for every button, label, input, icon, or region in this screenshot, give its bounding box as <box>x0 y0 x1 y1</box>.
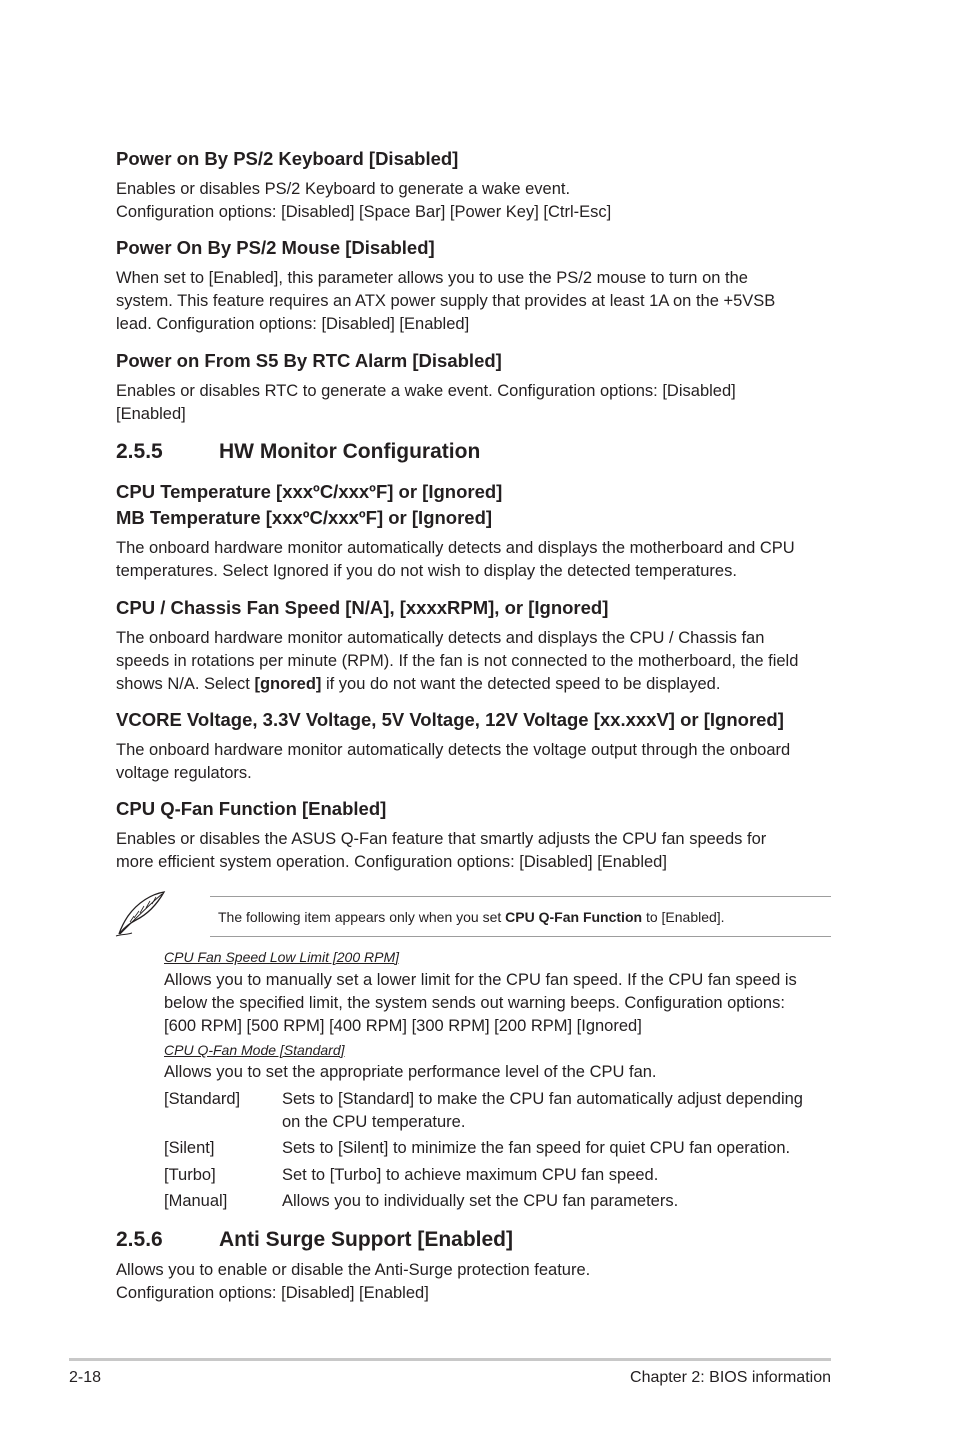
note-text <box>218 907 725 927</box>
vcore-line-1: The onboard hardware monitor automatically detects the voltage output through the onboard <box>116 741 791 759</box>
section-heading-cpu-temp: CPU Temperature [xxxºC/xxxºF] or [Ignored] <box>116 481 503 502</box>
option-desc-standard-line-1: Sets to [Standard] to make the CPU fan automatically adjust depending <box>282 1090 803 1108</box>
qfan-line-1: Enables or disables the ASUS Q-Fan feature that smartly adjusts the CPU fan speeds for <box>116 830 767 848</box>
kbd-line-1: Enables or disables PS/2 Keyboard to generate a wake event. <box>116 180 571 198</box>
anti-surge-line-1: Allows you to enable or disable the Anti-Surge protection feature. <box>116 1261 591 1279</box>
section-title: HW Monitor Configuration <box>219 440 481 463</box>
temp-line-2: temperatures. Select Ignored if you do not wish to display the detected temperatures. <box>116 562 737 580</box>
option-key-manual: [Manual] <box>164 1192 228 1210</box>
note-bottom-rule <box>210 936 831 937</box>
kbd-line-2: Configuration options: [Disabled] [Space Bar] [Power Key] [Ctrl-Esc] <box>116 203 612 221</box>
fan-line-3-pre: shows N/A. Select <box>116 675 255 693</box>
option-key-turbo: [Turbo] <box>164 1166 216 1184</box>
page-number: 2-18 <box>69 1369 102 1386</box>
mouse-description <box>116 267 836 336</box>
section-heading-kbd: Power on By PS/2 Keyboard [Disabled] <box>116 148 459 169</box>
fan-line-2: speeds in rotations per minute (RPM). If the fan is not connected to the motherboard, the field <box>116 652 799 670</box>
fan-line-3-post: if you do not want the detected speed to be displayed. <box>321 675 721 693</box>
low-limit-line-3: [600 RPM] [500 RPM] [400 RPM] [300 RPM] [200 RPM] [Ignored] <box>164 1017 642 1035</box>
qfan-line-2: more efficient system operation. Configuration options: [Disabled] [Enabled] <box>116 853 667 871</box>
fan-line-1: The onboard hardware monitor automatically detects and displays the CPU / Chassis fan <box>116 629 765 647</box>
rtc-line-2: [Enabled] <box>116 405 186 423</box>
section-heading-vcore: VCORE Voltage, 3.3V Voltage, 5V Voltage, 12V Voltage [xx.xxxV] or [Ignored] <box>116 709 784 730</box>
vcore-line-2: voltage regulators. <box>116 764 252 782</box>
low-limit-line-2: below the specified limit, the system sends out warning beeps. Configuration options: <box>164 994 785 1012</box>
kbd-description <box>116 178 836 224</box>
mouse-line-2: system. This feature requires an ATX power supply that provides at least 1A on the +5VSB <box>116 292 776 310</box>
section-heading-hw-monitor <box>116 439 480 465</box>
feather-pen-icon <box>112 888 170 940</box>
subitem-title-qfan-mode: CPU Q-Fan Mode [Standard] <box>164 1042 345 1058</box>
option-desc-manual: Allows you to individually set the CPU fan parameters. <box>282 1192 679 1210</box>
temp-description <box>116 537 836 583</box>
mouse-line-3: lead. Configuration options: [Disabled] [Enabled] <box>116 315 470 333</box>
note-post: to [Enabled]. <box>642 909 725 925</box>
mouse-line-1: When set to [Enabled], this parameter allows you to use the PS/2 mouse to turn on the <box>116 269 748 287</box>
note-bold: CPU Q-Fan Function <box>505 909 643 925</box>
footer-rule <box>69 1358 831 1361</box>
section-heading-rtc: Power on From S5 By RTC Alarm [Disabled] <box>116 350 502 371</box>
option-desc-silent: Sets to [Silent] to minimize the fan speed for quiet CPU fan operation. <box>282 1139 791 1157</box>
note-pre: The following item appears only when you set <box>218 909 506 925</box>
note-top-rule <box>210 896 831 897</box>
vcore-description <box>116 739 836 785</box>
rtc-line-1: Enables or disables RTC to generate a wake event. Configuration options: [Disabled] <box>116 382 736 400</box>
section-heading-qfan: CPU Q-Fan Function [Enabled] <box>116 798 387 819</box>
temp-line-1: The onboard hardware monitor automatically detects and displays the motherboard and CPU <box>116 539 795 557</box>
option-key-standard: [Standard] <box>164 1090 241 1108</box>
chapter-title: Chapter 2: BIOS information <box>630 1369 831 1386</box>
fan-line-3-bold: [gnored] <box>254 675 322 693</box>
low-limit-line-1: Allows you to manually set a lower limit for the CPU fan speed. If the CPU fan speed is <box>164 971 797 989</box>
section-heading-fan-speed: CPU / Chassis Fan Speed [N/A], [xxxxRPM], or [Ignored] <box>116 597 609 618</box>
section-number: 2.5.6 <box>116 1228 163 1251</box>
section-heading-mb-temp: MB Temperature [xxxºC/xxxºF] or [Ignored] <box>116 507 493 528</box>
option-desc-turbo: Set to [Turbo] to achieve maximum CPU fan speed. <box>282 1166 659 1184</box>
section-heading-mouse: Power On By PS/2 Mouse [Disabled] <box>116 237 435 258</box>
low-limit-description <box>164 969 834 1038</box>
anti-surge-description <box>116 1259 836 1305</box>
qfan-mode-description: Allows you to set the appropriate performance level of the CPU fan. <box>164 1063 657 1081</box>
option-desc-standard-line-2: on the CPU temperature. <box>282 1113 466 1131</box>
qfan-description <box>116 828 836 874</box>
fan-line-3 <box>116 673 836 696</box>
section-number: 2.5.5 <box>116 440 163 463</box>
anti-surge-line-2: Configuration options: [Disabled] [Enabled] <box>116 1284 429 1302</box>
option-desc-standard <box>282 1088 834 1134</box>
option-key-silent: [Silent] <box>164 1139 215 1157</box>
subitem-title-low-limit: CPU Fan Speed Low Limit [200 RPM] <box>164 949 399 965</box>
rtc-description <box>116 380 836 426</box>
section-heading-anti-surge <box>116 1227 513 1253</box>
section-title: Anti Surge Support [Enabled] <box>219 1228 513 1251</box>
fan-description <box>116 627 836 696</box>
